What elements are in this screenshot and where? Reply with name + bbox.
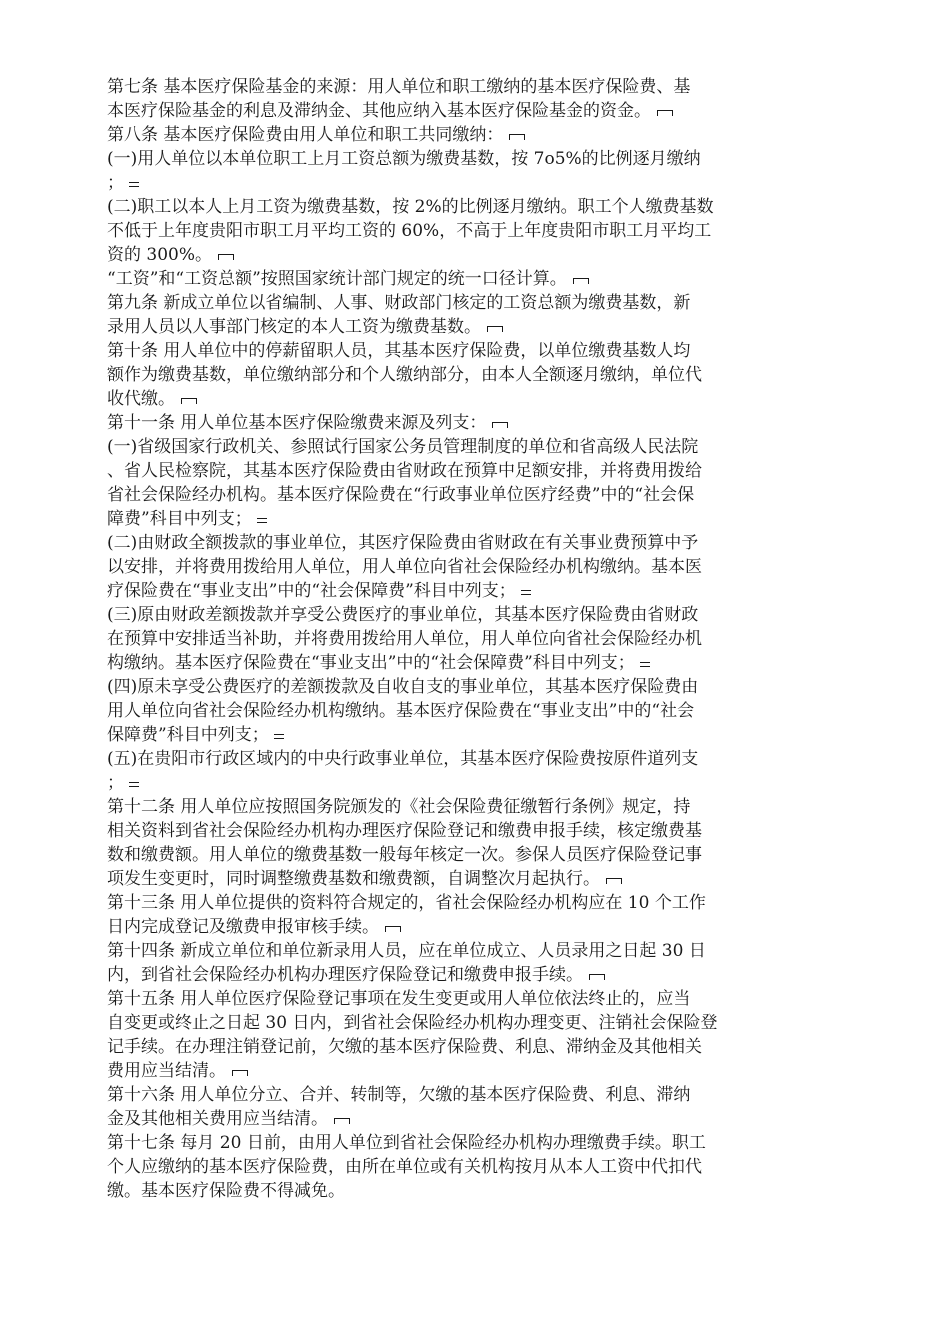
line-text: 不低于上年度贵阳市职工月平均工资的 60%，不高于上年度贵阳市职工月平均工 xyxy=(107,221,712,241)
text-line xyxy=(107,987,787,1011)
text-line xyxy=(107,771,787,795)
text-line xyxy=(107,531,787,555)
text-line xyxy=(107,123,787,147)
line-text: 额作为缴费基数，单位缴纳部分和个人缴纳部分，由本人全额逐月缴纳，单位代 xyxy=(107,365,702,385)
line-text: 数和缴费额。用人单位的缴费基数一般每年核定一次。参保人员医疗保险登记事 xyxy=(107,845,702,865)
line-text: (五)在贵阳市行政区域内的中央行政事业单位，其基本医疗保险费按原件道列支 xyxy=(107,749,699,769)
text-line xyxy=(107,75,787,99)
text-line xyxy=(107,1035,787,1059)
line-text: 第十五条 用人单位医疗保险登记事项在发生变更或用人单位依法终止的，应当 xyxy=(107,989,691,1009)
paragraph-return-icon xyxy=(385,924,401,932)
line-break-icon xyxy=(127,179,139,189)
text-line xyxy=(107,747,787,771)
line-text: 保障费”科目中列支； xyxy=(107,725,269,745)
line-text: 第十三条 用人单位提供的资料符合规定的，省社会保险经办机构应在 10 个工作 xyxy=(107,893,706,913)
line-text: (三)原由财政差额拨款并享受公费医疗的事业单位，其基本医疗保险费由省财政 xyxy=(107,605,699,625)
text-line xyxy=(107,579,787,603)
text-line xyxy=(107,843,787,867)
paragraph-return-icon xyxy=(487,324,503,332)
text-line xyxy=(107,963,787,987)
text-line xyxy=(107,699,787,723)
line-text: “工资”和“工资总额”按照国家统计部门规定的统一口径计算。 xyxy=(107,269,567,289)
line-text: 障费”科目中列支； xyxy=(107,509,252,529)
line-text: ； xyxy=(107,173,124,193)
line-text: 省社会保险经办机构。基本医疗保险费在“行政事业单位医疗经费”中的“社会保 xyxy=(107,485,695,505)
text-line xyxy=(107,1083,787,1107)
line-text: 资的 300%。 xyxy=(107,245,213,265)
paragraph-return-icon xyxy=(509,132,525,140)
text-line xyxy=(107,1059,787,1083)
line-text: 相关资料到省社会保险经办机构办理医疗保险登记和缴费申报手续，核定缴费基 xyxy=(107,821,702,841)
text-line xyxy=(107,363,787,387)
text-line xyxy=(107,1179,787,1203)
text-line xyxy=(107,915,787,939)
line-text: 记手续。在办理注销登记前，欠缴的基本医疗保险费、利息、滞纳金及其他相关 xyxy=(107,1037,702,1057)
paragraph-return-icon xyxy=(492,420,508,428)
line-text: 费用应当结清。 xyxy=(107,1061,226,1081)
line-text: 收代缴。 xyxy=(107,389,175,409)
line-text: 第九条 新成立单位以省编制、人事、财政部门核定的工资总额为缴费基数，新 xyxy=(107,293,691,313)
line-break-icon xyxy=(519,587,531,597)
line-text: 以安排，并将费用拨给用人单位，用人单位向省社会保险经办机构缴纳。基本医 xyxy=(107,557,702,577)
text-line xyxy=(107,891,787,915)
line-text: 第十七条 每月 20 日前，由用人单位到省社会保险经办机构办理缴费手续。职工 xyxy=(107,1133,706,1153)
text-line xyxy=(107,627,787,651)
paragraph-return-icon xyxy=(606,876,622,884)
line-break-icon xyxy=(272,731,284,741)
line-text: 本医疗保险基金的利息及滞纳金、其他应纳入基本医疗保险基金的资金。 xyxy=(107,101,651,121)
line-text: 第十二条 用人单位应按照国务院颁发的《社会保险费征缴暂行条例》规定，持 xyxy=(107,797,691,817)
text-line xyxy=(107,819,787,843)
text-line xyxy=(107,459,787,483)
paragraph-return-icon xyxy=(218,252,234,260)
line-text: (四)原未享受公费医疗的差额拨款及自收自支的事业单位，其基本医疗保险费由 xyxy=(107,677,699,697)
paragraph-return-icon xyxy=(657,108,673,116)
text-line xyxy=(107,315,787,339)
text-line xyxy=(107,507,787,531)
paragraph-return-icon xyxy=(181,396,197,404)
line-text: 在预算中安排适当补助，并将费用拨给用人单位，用人单位向省社会保险经办机 xyxy=(107,629,702,649)
line-text: (二)由财政全额拨款的事业单位，其医疗保险费由省财政在有关事业费预算中予 xyxy=(107,533,699,553)
text-line xyxy=(107,867,787,891)
text-line xyxy=(107,171,787,195)
line-text: 构缴纳。基本医疗保险费在“事业支出”中的“社会保障费”科目中列支； xyxy=(107,653,635,673)
line-text: 、省人民检察院，其基本医疗保险费由省财政在预算中足额安排，并将费用拨给 xyxy=(107,461,702,481)
text-line xyxy=(107,651,787,675)
line-text: 金及其他相关费用应当结清。 xyxy=(107,1109,328,1129)
line-text: 用人单位向省社会保险经办机构缴纳。基本医疗保险费在“事业支出”中的“社会 xyxy=(107,701,695,721)
line-text: 内，到省社会保险经办机构办理医疗保险登记和缴费申报手续。 xyxy=(107,965,583,985)
text-line xyxy=(107,195,787,219)
line-break-icon xyxy=(127,779,139,789)
text-line xyxy=(107,99,787,123)
text-line xyxy=(107,1155,787,1179)
text-line xyxy=(107,1107,787,1131)
line-text: 疗保险费在“事业支出”中的“社会保障费”科目中列支； xyxy=(107,581,516,601)
text-line xyxy=(107,723,787,747)
line-text: 第十四条 新成立单位和单位新录用人员，应在单位成立、人员录用之日起 30 日 xyxy=(107,941,706,961)
text-line xyxy=(107,603,787,627)
text-line xyxy=(107,483,787,507)
line-text: (一)用人单位以本单位职工上月工资总额为缴费基数，按 7o5%的比例逐月缴纳 xyxy=(107,149,701,169)
paragraph-return-icon xyxy=(573,276,589,284)
text-line xyxy=(107,339,787,363)
line-text: 第十一条 用人单位基本医疗保险缴费来源及列支： xyxy=(107,413,487,433)
text-line xyxy=(107,291,787,315)
text-line xyxy=(107,675,787,699)
line-text: 第七条 基本医疗保险基金的来源：用人单位和职工缴纳的基本医疗保险费、基 xyxy=(107,77,691,97)
text-line xyxy=(107,411,787,435)
text-line xyxy=(107,1131,787,1155)
text-line xyxy=(107,219,787,243)
line-text: 自变更或终止之日起 30 日内，到省社会保险经办机构办理变更、注销社会保险登 xyxy=(107,1013,718,1033)
text-line xyxy=(107,555,787,579)
text-line xyxy=(107,435,787,459)
line-text: 第十六条 用人单位分立、合并、转制等，欠缴的基本医疗保险费、利息、滞纳 xyxy=(107,1085,691,1105)
paragraph-return-icon xyxy=(232,1068,248,1076)
text-line xyxy=(107,795,787,819)
line-text: 项发生变更时，同时调整缴费基数和缴费额，自调整次月起执行。 xyxy=(107,869,600,889)
line-text: 第十条 用人单位中的停薪留职人员，其基本医疗保险费，以单位缴费基数人均 xyxy=(107,341,691,361)
paragraph-return-icon xyxy=(334,1116,350,1124)
line-text: ； xyxy=(107,773,124,793)
line-text: (二)职工以本人上月工资为缴费基数，按 2%的比例逐月缴纳。职工个人缴费基数 xyxy=(107,197,714,217)
line-text: 录用人员以人事部门核定的本人工资为缴费基数。 xyxy=(107,317,481,337)
paragraph-return-icon xyxy=(589,972,605,980)
text-line xyxy=(107,387,787,411)
text-line xyxy=(107,1011,787,1035)
line-text: (一)省级国家行政机关、参照试行国家公务员管理制度的单位和省高级人民法院 xyxy=(107,437,699,457)
text-line xyxy=(107,243,787,267)
text-line xyxy=(107,267,787,291)
text-line xyxy=(107,939,787,963)
text-line xyxy=(107,147,787,171)
line-text: 缴。基本医疗保险费不得减免。 xyxy=(107,1181,345,1201)
document-body xyxy=(107,75,787,1203)
line-text: 个人应缴纳的基本医疗保险费，由所在单位或有关机构按月从本人工资中代扣代 xyxy=(107,1157,702,1177)
line-text: 日内完成登记及缴费申报审核手续。 xyxy=(107,917,379,937)
line-break-icon xyxy=(638,659,650,669)
line-text: 第八条 基本医疗保险费由用人单位和职工共同缴纳： xyxy=(107,125,504,145)
line-break-icon xyxy=(255,515,267,525)
